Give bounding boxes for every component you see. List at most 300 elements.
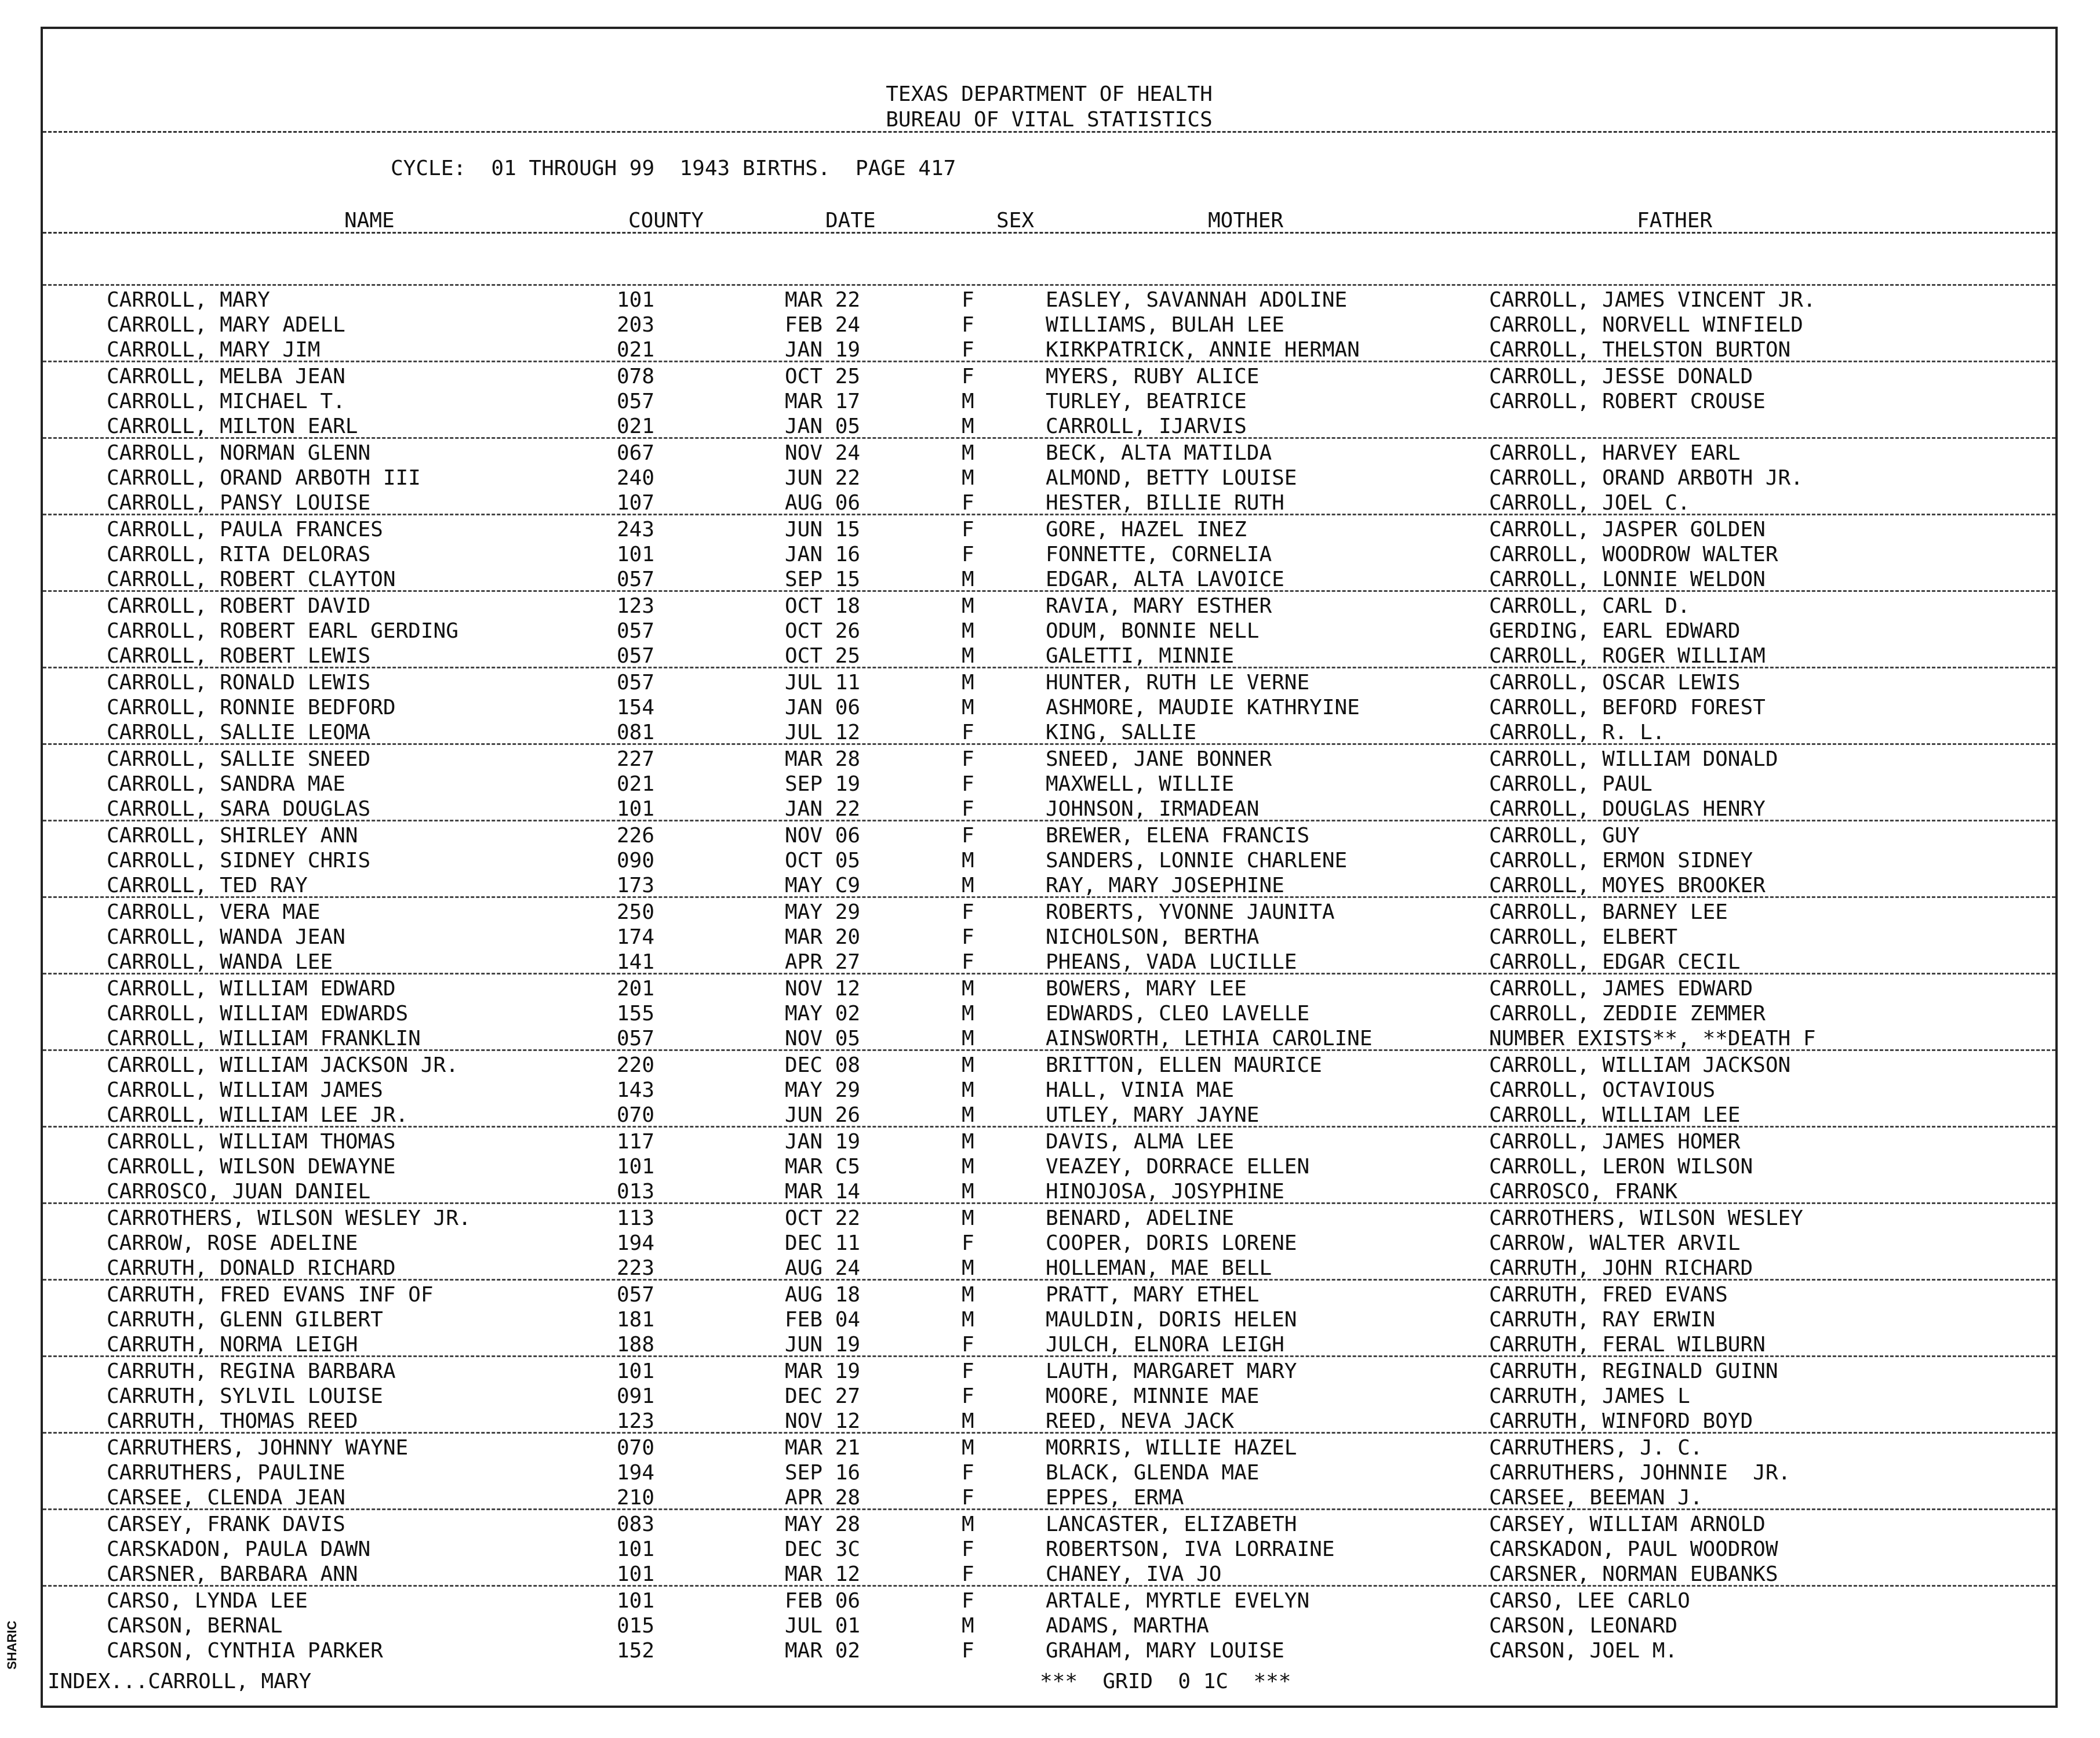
table-row [43, 437, 2055, 464]
record-father: CARSON, LEONARD [1489, 1614, 1678, 1638]
record-mother: CARROLL, IJARVIS [1046, 414, 1247, 438]
record-name: CARRUTH, SYLVIL LOUISE [107, 1384, 383, 1408]
record-sex: F [962, 288, 974, 312]
record-mother: ROBERTSON, IVA LORRAINE [1046, 1537, 1335, 1561]
table-row [43, 1177, 2055, 1202]
record-name: CARROLL, WILLIAM EDWARD [107, 977, 396, 1001]
table-row [43, 1306, 2055, 1330]
record-county: 057 [617, 671, 655, 695]
record-mother: DAVIS, ALMA LEE [1046, 1130, 1235, 1154]
record-mother: BENARD, ADELINE [1046, 1206, 1235, 1230]
record-sex: M [962, 1130, 974, 1154]
record-county: 203 [617, 313, 655, 337]
record-sex: M [962, 466, 974, 490]
record-county: 243 [617, 518, 655, 541]
record-county: 101 [617, 1359, 655, 1383]
table-row [43, 1637, 2055, 1661]
record-mother: MAULDIN, DORIS HELEN [1046, 1308, 1297, 1332]
record-sex: F [962, 313, 974, 337]
table-row [43, 1126, 2055, 1152]
record-sex: F [962, 1537, 974, 1561]
record-sex: M [962, 1053, 974, 1077]
record-name: CARROW, ROSE ADELINE [107, 1231, 358, 1255]
record-father: CARROLL, LERON WILSON [1489, 1155, 1753, 1179]
record-father: CARSNER, NORMAN EUBANKS [1489, 1562, 1778, 1586]
record-father: NUMBER EXISTS**, **DEATH F [1489, 1027, 1816, 1050]
record-date: JUL 01 [785, 1614, 861, 1638]
table-row [43, 1101, 2055, 1126]
record-county: 070 [617, 1103, 655, 1127]
record-father: CARSKADON, PAUL WOODROW [1489, 1537, 1778, 1561]
record-father: CARRUTH, FERAL WILBURN [1489, 1333, 1766, 1357]
record-date: JAN 19 [785, 338, 861, 362]
record-sex: M [962, 1436, 974, 1460]
record-county: 101 [617, 1562, 655, 1586]
record-sex: M [962, 874, 974, 897]
record-name: CARROLL, WILSON DEWAYNE [107, 1155, 396, 1179]
table-row [43, 1407, 2055, 1432]
table-row [43, 565, 2055, 590]
record-date: NOV 24 [785, 441, 861, 465]
record-date: MAR 28 [785, 747, 861, 771]
side-label: SHARIC [5, 1620, 19, 1670]
record-name: CARSON, BERNAL [107, 1614, 283, 1638]
record-county: 101 [617, 288, 655, 312]
record-mother: KING, SALLIE [1046, 721, 1197, 744]
table-row [43, 617, 2055, 642]
table-row [43, 1459, 2055, 1484]
record-date: JAN 22 [785, 797, 861, 821]
col-father-header: FATHER [1637, 209, 1713, 232]
record-sex: M [962, 644, 974, 668]
table-row [43, 489, 2055, 514]
record-date: JAN 06 [785, 696, 861, 719]
record-name: CARROLL, WILLIAM JACKSON JR. [107, 1053, 458, 1077]
record-county: 021 [617, 772, 655, 796]
record-sex: M [962, 619, 974, 643]
record-father: CARROLL, MOYES BROOKER [1489, 874, 1766, 897]
record-mother: BREWER, ELENA FRANCIS [1046, 824, 1310, 848]
record-county: 078 [617, 365, 655, 388]
record-father: CARRUTH, WINFORD BOYD [1489, 1409, 1753, 1433]
record-name: CARRUTH, NORMA LEIGH [107, 1333, 358, 1357]
record-county: 057 [617, 644, 655, 668]
record-name: CARROLL, ROBERT LEWIS [107, 644, 371, 668]
table-row [43, 464, 2055, 489]
record-father: CARROLL, LONNIE WELDON [1489, 568, 1766, 591]
record-date: JUN 22 [785, 466, 861, 490]
record-father: CARROLL, DOUGLAS HENRY [1489, 797, 1766, 821]
record-mother: ODUM, BONNIE NELL [1046, 619, 1260, 643]
record-name: CARROLL, WILLIAM THOMAS [107, 1130, 396, 1154]
record-name: CARROLL, WILLIAM LEE JR. [107, 1103, 409, 1127]
record-father: CARROLL, HARVEY EARL [1489, 441, 1741, 465]
record-county: 227 [617, 747, 655, 771]
record-father: CARROLL, JAMES EDWARD [1489, 977, 1753, 1001]
record-father: CARRUTHERS, J. C. [1489, 1436, 1703, 1460]
record-sex: F [962, 543, 974, 566]
record-mother: EDWARDS, CLEO LAVELLE [1046, 1002, 1310, 1026]
record-date: SEP 15 [785, 568, 861, 591]
record-name: CARROLL, MELBA JEAN [107, 365, 345, 388]
record-mother: HINOJOSA, JOSYPHINE [1046, 1180, 1284, 1203]
record-mother: CHANEY, IVA JO [1046, 1562, 1222, 1586]
record-county: 250 [617, 900, 655, 924]
index-footer: INDEX...CARROLL, MARY [48, 1670, 312, 1693]
record-father: CARROLL, JOEL C. [1489, 491, 1690, 515]
record-name: CARROLL, SALLIE LEOMA [107, 721, 371, 744]
col-sex-header: SEX [996, 209, 1035, 232]
record-mother: KIRKPATRICK, ANNIE HERMAN [1046, 338, 1360, 362]
record-mother: BRITTON, ELLEN MAURICE [1046, 1053, 1322, 1077]
record-name: CARROLL, ROBERT DAVID [107, 594, 371, 618]
record-sex: M [962, 1002, 974, 1026]
record-name: CARSO, LYNDA LEE [107, 1589, 308, 1613]
record-county: 141 [617, 950, 655, 974]
record-sex: M [962, 849, 974, 872]
record-date: MAR 02 [785, 1639, 861, 1663]
record-mother: SNEED, JANE BONNER [1046, 747, 1272, 771]
record-county: 194 [617, 1461, 655, 1485]
record-county: 057 [617, 1027, 655, 1050]
table-row [43, 1355, 2055, 1382]
header-rule [43, 131, 2055, 133]
table-row [43, 311, 2055, 336]
record-sex: M [962, 1206, 974, 1230]
record-name: CARROLL, SALLIE SNEED [107, 747, 371, 771]
record-county: 101 [617, 1155, 655, 1179]
table-row [43, 1508, 2055, 1535]
record-sex: F [962, 518, 974, 541]
record-mother: SANDERS, LONNIE CHARLENE [1046, 849, 1348, 872]
record-sex: F [962, 491, 974, 515]
record-father: CARROLL, CARL D. [1489, 594, 1690, 618]
table-row [43, 693, 2055, 718]
record-mother: FONNETTE, CORNELIA [1046, 543, 1272, 566]
record-sex: M [962, 1155, 974, 1179]
record-county: 143 [617, 1078, 655, 1102]
record-date: OCT 05 [785, 849, 861, 872]
record-sex: F [962, 824, 974, 848]
record-county: 155 [617, 1002, 655, 1026]
table-row [43, 1254, 2055, 1279]
record-county: 101 [617, 1589, 655, 1613]
record-sex: F [962, 797, 974, 821]
record-name: CARRUTHERS, JOHNNY WAYNE [107, 1436, 409, 1460]
record-mother: HALL, VINIA MAE [1046, 1078, 1235, 1102]
record-date: JUN 19 [785, 1333, 861, 1357]
record-mother: JULCH, ELNORA LEIGH [1046, 1333, 1284, 1357]
record-sex: F [962, 338, 974, 362]
record-sex: M [962, 671, 974, 695]
record-date: OCT 18 [785, 594, 861, 618]
table-row [43, 1432, 2055, 1459]
record-father: CARRUTHERS, JOHNNIE JR. [1489, 1461, 1791, 1485]
record-father: CARSEY, WILLIAM ARNOLD [1489, 1512, 1766, 1536]
table-row [43, 795, 2055, 820]
record-county: 083 [617, 1512, 655, 1536]
record-county: 154 [617, 696, 655, 719]
record-date: NOV 12 [785, 977, 861, 1001]
record-date: AUG 06 [785, 491, 861, 515]
record-mother: JOHNSON, IRMADEAN [1046, 797, 1260, 821]
record-name: CARROLL, WANDA LEE [107, 950, 333, 974]
record-county: 091 [617, 1384, 655, 1408]
table-row [43, 743, 2055, 770]
record-county: 081 [617, 721, 655, 744]
record-father: CARROLL, JESSE DONALD [1489, 365, 1753, 388]
record-father: CARROLL, JAMES VINCENT JR. [1489, 288, 1816, 312]
record-mother: HESTER, BILLIE RUTH [1046, 491, 1284, 515]
record-father: CARSO, LEE CARLO [1489, 1589, 1690, 1613]
record-date: MAY 29 [785, 900, 861, 924]
record-date: MAY 28 [785, 1512, 861, 1536]
record-date: AUG 18 [785, 1283, 861, 1307]
record-sex: F [962, 1333, 974, 1357]
record-date: JUN 26 [785, 1103, 861, 1127]
record-mother: ASHMORE, MAUDIE KATHRYINE [1046, 696, 1360, 719]
record-mother: ROBERTS, YVONNE JAUNITA [1046, 900, 1335, 924]
record-mother: BECK, ALTA MATILDA [1046, 441, 1272, 465]
record-sex: F [962, 950, 974, 974]
record-mother: REED, NEVA JACK [1046, 1409, 1235, 1433]
record-father: CARSEE, BEEMAN J. [1489, 1486, 1703, 1510]
record-sex: M [962, 1256, 974, 1280]
record-name: CARROLL, WILLIAM EDWARDS [107, 1002, 409, 1026]
records-list [43, 284, 2055, 1661]
record-name: CARSEY, FRANK DAVIS [107, 1512, 345, 1536]
record-mother: ADAMS, MARTHA [1046, 1614, 1209, 1638]
record-date: FEB 04 [785, 1308, 861, 1332]
record-mother: MOORE, MINNIE MAE [1046, 1384, 1260, 1408]
record-father: CARROLL, NORVELL WINFIELD [1489, 313, 1803, 337]
record-sex: M [962, 1103, 974, 1127]
record-father: CARROLL, WILLIAM JACKSON [1489, 1053, 1791, 1077]
record-mother: WILLIAMS, BULAH LEE [1046, 313, 1284, 337]
record-name: CARRUTH, DONALD RICHARD [107, 1256, 396, 1280]
record-date: DEC 08 [785, 1053, 861, 1077]
record-county: 173 [617, 874, 655, 897]
record-father: CARROLL, BARNEY LEE [1489, 900, 1728, 924]
col-mother-header: MOTHER [1208, 209, 1284, 232]
record-mother: GORE, HAZEL INEZ [1046, 518, 1247, 541]
record-name: CARROLL, ROBERT EARL GERDING [107, 619, 458, 643]
record-name: CARROLL, NORMAN GLENN [107, 441, 371, 465]
table-row [43, 1202, 2055, 1229]
record-county: 223 [617, 1256, 655, 1280]
record-mother: GALETTI, MINNIE [1046, 644, 1235, 668]
record-mother: PHEANS, VADA LUCILLE [1046, 950, 1297, 974]
record-county: 013 [617, 1180, 655, 1203]
record-name: CARROLL, ROBERT CLAYTON [107, 568, 396, 591]
record-mother: PRATT, MARY ETHEL [1046, 1283, 1260, 1307]
record-name: CARROLL, MILTON EARL [107, 414, 358, 438]
record-county: 067 [617, 441, 655, 465]
record-name: CARROLL, SHIRLEY ANN [107, 824, 358, 848]
record-date: JAN 05 [785, 414, 861, 438]
record-father: CARROLL, ERMON SIDNEY [1489, 849, 1753, 872]
record-date: MAR 17 [785, 390, 861, 413]
record-father: CARROLL, BEFORD FOREST [1489, 696, 1766, 719]
table-row [43, 1279, 2055, 1306]
record-name: CARRUTHERS, PAULINE [107, 1461, 345, 1485]
record-sex: M [962, 1283, 974, 1307]
record-county: 181 [617, 1308, 655, 1332]
record-sex: F [962, 900, 974, 924]
record-date: JAN 16 [785, 543, 861, 566]
record-name: CARROLL, SARA DOUGLAS [107, 797, 371, 821]
record-father: CARROLL, GUY [1489, 824, 1640, 848]
record-county: 194 [617, 1231, 655, 1255]
record-father: CARRUTH, RAY ERWIN [1489, 1308, 1716, 1332]
cycle-line: CYCLE: 01 THROUGH 99 1943 BIRTHS. PAGE 417 [391, 157, 956, 180]
record-date: OCT 22 [785, 1206, 861, 1230]
record-county: 021 [617, 414, 655, 438]
record-sex: M [962, 414, 974, 438]
record-county: 226 [617, 824, 655, 848]
record-county: 220 [617, 1053, 655, 1077]
record-name: CARROTHERS, WILSON WESLEY JR. [107, 1206, 471, 1230]
record-name: CARSEE, CLENDA JEAN [107, 1486, 345, 1510]
record-date: MAY 29 [785, 1078, 861, 1102]
table-row [43, 412, 2055, 437]
record-date: OCT 26 [785, 619, 861, 643]
record-father: CARROW, WALTER ARVIL [1489, 1231, 1741, 1255]
record-father: CARRUTH, REGINALD GUINN [1489, 1359, 1778, 1383]
record-name: CARSON, CYNTHIA PARKER [107, 1639, 383, 1663]
table-row [43, 948, 2055, 973]
record-mother: AINSWORTH, LETHIA CAROLINE [1046, 1027, 1373, 1050]
table-row [43, 1229, 2055, 1254]
record-sex: F [962, 1231, 974, 1255]
record-county: 090 [617, 849, 655, 872]
record-county: 174 [617, 925, 655, 949]
record-sex: M [962, 696, 974, 719]
record-sex: F [962, 925, 974, 949]
table-row [43, 1152, 2055, 1177]
record-sex: M [962, 1512, 974, 1536]
record-date: DEC 11 [785, 1231, 861, 1255]
record-name: CARROLL, MARY [107, 288, 270, 312]
record-name: CARROLL, WANDA JEAN [107, 925, 345, 949]
record-county: 057 [617, 390, 655, 413]
record-date: JUN 15 [785, 518, 861, 541]
record-father: CARROLL, ELBERT [1489, 925, 1678, 949]
record-mother: VEAZEY, DORRACE ELLEN [1046, 1155, 1310, 1179]
record-name: CARROLL, RONNIE BEDFORD [107, 696, 396, 719]
record-name: CARROLL, PANSY LOUISE [107, 491, 371, 515]
record-date: NOV 05 [785, 1027, 861, 1050]
table-row [43, 999, 2055, 1024]
record-mother: GRAHAM, MARY LOUISE [1046, 1639, 1284, 1663]
record-date: SEP 19 [785, 772, 861, 796]
table-row [43, 1484, 2055, 1508]
table-row [43, 361, 2055, 387]
record-county: 201 [617, 977, 655, 1001]
record-date: MAR 12 [785, 1562, 861, 1586]
record-father: GERDING, EARL EDWARD [1489, 619, 1741, 643]
record-name: CARROSCO, JUAN DANIEL [107, 1180, 371, 1203]
record-mother: EDGAR, ALTA LAVOICE [1046, 568, 1284, 591]
record-date: MAR C5 [785, 1155, 861, 1179]
record-name: CARROLL, TED RAY [107, 874, 308, 897]
record-name: CARROLL, WILLIAM JAMES [107, 1078, 383, 1102]
record-name: CARRUTH, THOMAS REED [107, 1409, 358, 1433]
record-date: MAY C9 [785, 874, 861, 897]
table-row [43, 1076, 2055, 1101]
record-date: JUL 12 [785, 721, 861, 744]
record-mother: BLACK, GLENDA MAE [1046, 1461, 1260, 1485]
table-row [43, 1612, 2055, 1637]
document-frame [41, 27, 2058, 1708]
record-mother: UTLEY, MARY JAYNE [1046, 1103, 1260, 1127]
record-county: 057 [617, 619, 655, 643]
record-county: 101 [617, 1537, 655, 1561]
record-name: CARROLL, SANDRA MAE [107, 772, 345, 796]
record-date: DEC 27 [785, 1384, 861, 1408]
record-date: MAY 02 [785, 1002, 861, 1026]
record-mother: MAXWELL, WILLIE [1046, 772, 1235, 796]
record-mother: EPPES, ERMA [1046, 1486, 1184, 1510]
record-date: MAR 21 [785, 1436, 861, 1460]
record-county: 057 [617, 568, 655, 591]
record-sex: M [962, 1409, 974, 1433]
col-name-header: NAME [344, 209, 395, 232]
table-row [43, 540, 2055, 565]
record-sex: M [962, 1614, 974, 1638]
record-father: CARROLL, WOODROW WALTER [1489, 543, 1778, 566]
record-county: 123 [617, 1409, 655, 1433]
table-row [43, 923, 2055, 948]
table-row [43, 387, 2055, 412]
record-name: CARROLL, RONALD LEWIS [107, 671, 371, 695]
record-date: MAR 14 [785, 1180, 861, 1203]
record-sex: F [962, 365, 974, 388]
table-row [43, 718, 2055, 743]
record-father: CARROLL, THELSTON BURTON [1489, 338, 1791, 362]
record-mother: BOWERS, MARY LEE [1046, 977, 1247, 1001]
record-name: CARROLL, MICHAEL T. [107, 390, 345, 413]
record-county: 210 [617, 1486, 655, 1510]
table-row [43, 1560, 2055, 1585]
record-mother: ALMOND, BETTY LOUISE [1046, 466, 1297, 490]
record-father: CARROLL, OCTAVIOUS [1489, 1078, 1716, 1102]
record-sex: F [962, 1384, 974, 1408]
table-row [43, 336, 2055, 361]
record-mother: TURLEY, BEATRICE [1046, 390, 1247, 413]
table-row [43, 1049, 2055, 1076]
record-sex: M [962, 594, 974, 618]
record-name: CARROLL, PAULA FRANCES [107, 518, 383, 541]
record-county: 113 [617, 1206, 655, 1230]
record-name: CARROLL, WILLIAM FRANKLIN [107, 1027, 421, 1050]
record-name: CARSNER, BARBARA ANN [107, 1562, 358, 1586]
record-father: CARROSCO, FRANK [1489, 1180, 1678, 1203]
record-father: CARRUTH, FRED EVANS [1489, 1283, 1728, 1307]
record-sex: F [962, 1359, 974, 1383]
record-county: 117 [617, 1130, 655, 1154]
record-mother: MYERS, RUBY ALICE [1046, 365, 1260, 388]
table-row [43, 1330, 2055, 1355]
record-father: CARROLL, EDGAR CECIL [1489, 950, 1741, 974]
record-sex: M [962, 441, 974, 465]
record-date: NOV 12 [785, 1409, 861, 1433]
record-name: CARROLL, ORAND ARBOTH III [107, 466, 421, 490]
record-sex: M [962, 1180, 974, 1203]
record-mother: HUNTER, RUTH LE VERNE [1046, 671, 1310, 695]
record-father: CARROLL, ROGER WILLIAM [1489, 644, 1766, 668]
record-name: CARROLL, SIDNEY CHRIS [107, 849, 371, 872]
